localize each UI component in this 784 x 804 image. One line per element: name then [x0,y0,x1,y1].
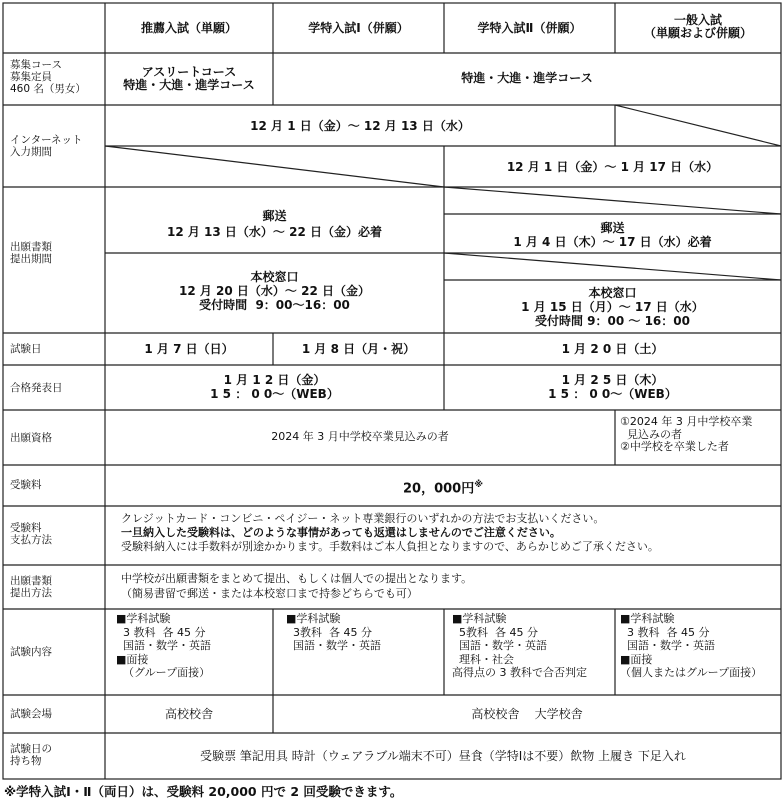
label-payment: 受験料 支払方法 [10,522,52,546]
label-content: 試験内容 [10,646,52,658]
header-gakutoku-1: 学特入試Ⅰ（併願） [308,21,409,35]
payment-line-1: クレジットカード・コンビニ・ペイジー・ネット専業銀行のいずれかの方法でお支払いください。 [121,512,605,525]
label-exam-day: 試験日 [10,343,42,355]
qualification-general: ①2024 年 3 月中学校卒業 見込みの者 ②中学校を卒業した者 [620,415,753,453]
submission-window-a: 本校窓口 12 月 20 日（水）～ 22 日（金） 受付時間 9：00～16：00 [179,270,370,312]
internet-period-early: 12 月 1 日（金）～ 12 月 13 日（水） [250,119,470,133]
exam-day-suisen: 1 月 7 日（日） [144,342,234,356]
payment-line-2: 一旦納入した受験料は、どのような事情があっても返還はしませんのでご注意ください。 [121,526,561,539]
payment-line-3: 受験料納入には手数料が別途かかります。手数料はご本人負担となりますので、あらかじめご了承ください。 [121,540,659,553]
label-venue: 試験会場 [10,708,52,720]
submission-mail-a: 郵送 12 月 13 日（水）～ 22 日（金）必着 [167,209,382,239]
venue-suisen: 高校校舎 [164,707,213,721]
qualification-main: 2024 年 3 月中学校卒業見込みの者 [271,430,449,443]
results-late: 1 月 2 5 日（木） 1 5 ： 0 0～（WEB） [548,373,677,401]
venue-others: 高校校舎 大学校舎 [471,707,583,721]
results-early: 1 月 1 2 日（金） 1 5 ： 0 0～（WEB） [210,373,339,401]
submission-mail-b: 郵送 1 月 4 日（木）～ 17 日（水）必着 [513,221,712,249]
header-gakutoku-2: 学特入試Ⅱ（併願） [477,21,582,35]
fee-value [105,478,781,496]
doc-method-line-1: 中学校が出願書類をまとめて提出、もしくは個人での提出となります。 [121,572,473,585]
internet-period-late: 12 月 1 日（金）～ 1 月 17 日（水） [506,160,719,174]
label-fee: 受験料 [10,479,42,491]
course-suisen: アスリートコース 特進・大進・進学コース [123,65,255,92]
label-internet: インターネット 入力期間 [10,134,83,158]
label-doc-method: 出願書類 提出方法 [10,575,52,599]
fee-amount: 20，000円 [403,481,475,497]
belongings-items: 受験票 筆記用具 時計（ウェアラブル端末不可）昼食（学特Ⅰは不要）飲物 上履き 下足入れ [200,749,686,763]
label-qualification: 出願資格 [10,432,52,444]
content-gakutoku-2: ■学科試験 5教科 各 45 分 国語・数学・英語 理科・社会 高得点の 3 教科で合否判定 [452,612,587,679]
label-submission: 出願書類 提出期間 [10,241,52,265]
label-belongings: 試験日の 持ち物 [10,743,52,767]
footnote: ※学特入試Ⅰ・Ⅱ（両日）は、受験料 20,000 円で 2 回受験できます。 [4,784,403,799]
content-gakutoku-1: ■学科試験 3教科 各 45 分 国語・数学・英語 [286,612,381,652]
exam-day-later: 1 月 2 0 日（土） [561,342,664,356]
label-course: 募集コース 募集定員 460 名（男女） [10,59,86,95]
content-ippan: ■学科試験 3 教科 各 45 分 国語・数学・英語 ■面接 （個人またはグループ面接） [620,612,763,679]
doc-method-line-2: （簡易書留で郵送・または本校窓口まで持参どちらでも可） [121,587,418,600]
label-results: 合格発表日 [10,382,63,394]
submission-window-b: 本校窓口 1 月 15 日（月）～ 17 日（水） 受付時間 9：00 ～ 16：00 [521,286,704,328]
course-others: 特進・大進・進学コース [461,71,593,85]
header-ippan: 一般入試 （単願および併願） [643,13,752,40]
fee-mark: ※ [474,480,483,490]
content-suisen: ■学科試験 3 教科 各 45 分 国語・数学・英語 ■面接 （グループ面接） [116,612,211,679]
exam-day-gakutoku-1: 1 月 8 日（月・祝） [301,342,416,356]
header-suisen: 推薦入試（単願） [140,21,237,35]
